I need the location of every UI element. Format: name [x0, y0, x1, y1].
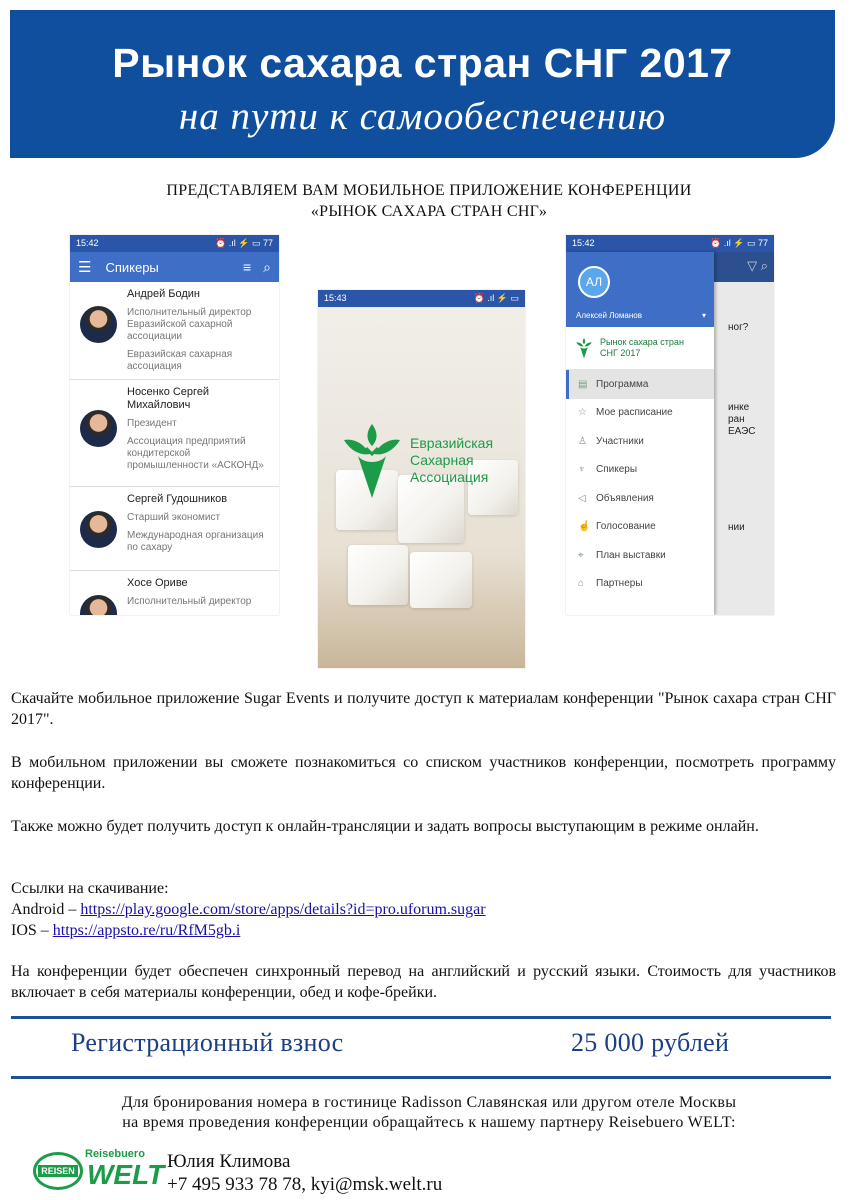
menu-icon[interactable]: ☰ — [78, 259, 92, 276]
paragraph-streaming: Также можно будет получить доступ к онлайн-трансляции и задать вопросы выступающим в режиме онлайн. — [11, 818, 759, 835]
menu-item-label: Мое расписание — [596, 407, 673, 419]
phone-screenshot-menu — [566, 235, 774, 615]
user-name: Алексей Ломанов — [576, 311, 642, 320]
dimmed-line: инке — [728, 402, 750, 413]
status-icons: ⏰ .ıl ⚡ ▭ 77 — [710, 238, 768, 248]
menu-item-partners[interactable] — [566, 570, 714, 599]
speaker-item[interactable] — [70, 282, 279, 380]
hotel-line-1: Для бронирования номера в гостинице Radisson Славянская или другом отеле Москвы — [121, 1094, 737, 1111]
ios-link[interactable]: https://appsto.re/ru/RfM5gb.i — [52, 922, 241, 939]
speaker-name: Сергей Гудошников — [127, 493, 228, 505]
phone-screenshot-speakers — [70, 235, 279, 615]
speaker-item[interactable] — [70, 487, 279, 571]
speaker-item[interactable] — [70, 571, 279, 615]
speaker-role: Исполнительный директор — [127, 596, 252, 607]
conference-selector[interactable] — [566, 327, 714, 370]
speaker-name: Андрей Бодин — [127, 288, 200, 300]
leaf-logo-icon — [574, 337, 594, 359]
intro-line-1: ПРЕДСТАВЛЯЕМ ВАМ МОБИЛЬНОЕ ПРИЛОЖЕНИЕ КОНФЕРЕНЦИИ — [166, 182, 692, 199]
status-bar — [566, 235, 774, 252]
paragraph-translation: На конференции будет обеспечен синхронный перевод на английский и русский языки. Стоимость для участников включает в себя материалы конференции, обед и кофе-брейки. — [11, 963, 836, 1001]
list-icon: ▤ — [578, 378, 588, 390]
microphone-icon: ♆ — [578, 464, 586, 476]
menu-item-label: Программа — [596, 378, 649, 390]
speaker-org: Ассоциация предприятий кондитерской промышленности «АСКОНД» — [127, 436, 264, 471]
contact-info — [167, 1150, 442, 1196]
menu-item-label: Участники — [596, 435, 644, 447]
dimmed-app-bar — [714, 252, 774, 282]
speaker-role: Президент — [127, 418, 177, 429]
dropdown-icon: ▾ — [701, 311, 706, 320]
menu-item-label: Партнеры — [596, 578, 643, 590]
menu-item-label: Объявления — [596, 492, 654, 504]
speaker-role: Старший экономист — [127, 512, 221, 523]
handshake-icon: ⌂ — [578, 578, 585, 590]
dimmed-line: нии — [728, 522, 745, 533]
avatar[interactable]: АЛ — [578, 266, 610, 298]
logo-left-text: REISEN — [38, 1165, 78, 1177]
paragraph-features: В мобильном приложении вы сможете познакомиться со списком участников конференции, посмотреть программу конференции. — [11, 754, 836, 792]
search-icon[interactable]: ⌕ — [263, 258, 271, 275]
association-logo — [340, 420, 493, 500]
association-name — [410, 435, 493, 486]
sugar-cube-image — [410, 552, 472, 608]
header-banner — [10, 10, 835, 158]
avatar — [80, 306, 117, 343]
speaker-org: Евразийская сахарная ассоциация — [127, 349, 233, 372]
nav-drawer — [566, 252, 714, 615]
menu-item-announcements[interactable] — [566, 484, 714, 513]
status-bar — [70, 235, 279, 252]
menu-item-program[interactable] — [566, 370, 714, 399]
intro-heading — [0, 180, 858, 222]
conference-name: СНГ 2017 — [600, 348, 641, 358]
status-icons: ⏰ .ıl ⚡ ▭ — [473, 293, 519, 303]
drawer-header — [566, 252, 714, 327]
status-bar — [318, 290, 525, 307]
menu-item-label: Голосование — [596, 521, 656, 533]
fee-amount: 25 000 рублей — [571, 1028, 730, 1057]
hotel-booking-text — [0, 1093, 858, 1133]
contact-phone-email[interactable]: +7 495 933 78 78, kyi@msk.welt.ru — [167, 1174, 443, 1195]
star-icon: ☆ — [578, 407, 587, 419]
logo-right-text: WELT — [87, 1159, 165, 1190]
ios-label: IOS – — [11, 922, 53, 939]
menu-item-label: Спикеры — [596, 464, 638, 476]
conference-name: Рынок сахара стран — [600, 337, 684, 347]
status-time: 15:42 — [76, 238, 99, 248]
page-title: Рынок сахара стран СНГ 2017 — [112, 40, 733, 86]
divider — [11, 1016, 831, 1019]
dimmed-line: ран ЕАЭС — [728, 414, 756, 437]
menu-item-exhibition-plan[interactable] — [566, 541, 714, 570]
paragraph-download: Скачайте мобильное приложение Sugar Events и получите доступ к материалам конференции "Рынок сахара стран СНГ 2017". — [11, 690, 836, 728]
menu-item-voting[interactable] — [566, 513, 714, 542]
status-icons: ⏰ .ıl ⚡ ▭ 77 — [215, 238, 273, 248]
menu-item-schedule[interactable] — [566, 399, 714, 428]
speaker-name: Хосе Ориве — [127, 577, 188, 589]
android-label: Android – — [11, 901, 81, 918]
leaf-logo-icon — [340, 420, 404, 500]
logo-line: Ассоциация — [410, 468, 489, 485]
android-link[interactable]: https://play.google.com/store/apps/details?id=pro.uforum.sugar — [80, 901, 486, 918]
android-link-row — [11, 899, 836, 920]
person-icon: ♙ — [578, 435, 587, 447]
avatar — [80, 511, 117, 548]
intro-line-2: «РЫНОК САХАРА СТРАН СНГ» — [310, 203, 548, 220]
logo-line: Сахарная — [410, 451, 474, 468]
phone-screenshot-splash — [318, 290, 525, 668]
speaker-name: Носенко Сергей Михайлович — [127, 386, 210, 411]
dimmed-line: ног? — [728, 322, 749, 333]
app-bar-title: Спикеры — [105, 259, 159, 275]
hotel-line-2: на время проведения конференции обращайтесь к нашему партнеру Reisebuero WELT: — [122, 1114, 736, 1131]
divider — [11, 1076, 831, 1079]
menu-item-participants[interactable] — [566, 427, 714, 456]
speaker-org: Международная организация по сахару — [127, 530, 264, 553]
page-subtitle: на пути к самообеспечению — [178, 95, 667, 138]
account-switcher[interactable] — [576, 311, 706, 320]
status-time: 15:42 — [572, 238, 595, 248]
reisebuero-welt-logo — [33, 1148, 165, 1193]
speaker-role: Исполнительный директор Евразийской сахарной ассоциации — [127, 307, 252, 342]
menu-item-speakers[interactable] — [566, 456, 714, 485]
ios-link-row — [11, 920, 836, 941]
status-time: 15:43 — [324, 293, 347, 303]
logo-line: Евразийская — [410, 434, 494, 451]
app-bar — [70, 252, 279, 282]
fee-label: Регистрационный взнос — [71, 1028, 344, 1057]
map-pin-icon: ⌖ — [578, 549, 584, 561]
thumbs-up-icon: ☝ — [578, 521, 591, 533]
contact-name: Юлия Климова — [167, 1151, 291, 1172]
logo-top-text: Reisebuero — [85, 1148, 145, 1160]
dimmed-content — [714, 252, 774, 615]
megaphone-icon: ◁ — [578, 492, 586, 504]
sugar-cube-image — [348, 545, 408, 605]
speaker-item[interactable] — [70, 380, 279, 487]
sort-icon[interactable]: ≡ — [242, 259, 252, 275]
dimmed-text — [714, 282, 774, 534]
download-links — [11, 878, 836, 941]
avatar — [80, 410, 117, 447]
avatar — [80, 595, 117, 615]
links-title: Ссылки на скачивание: — [11, 880, 169, 897]
filter-icon: ▽ — [747, 258, 758, 273]
search-icon: ⌕ — [760, 258, 768, 273]
menu-item-label: План выставки — [596, 549, 666, 561]
globe-icon — [33, 1152, 83, 1190]
